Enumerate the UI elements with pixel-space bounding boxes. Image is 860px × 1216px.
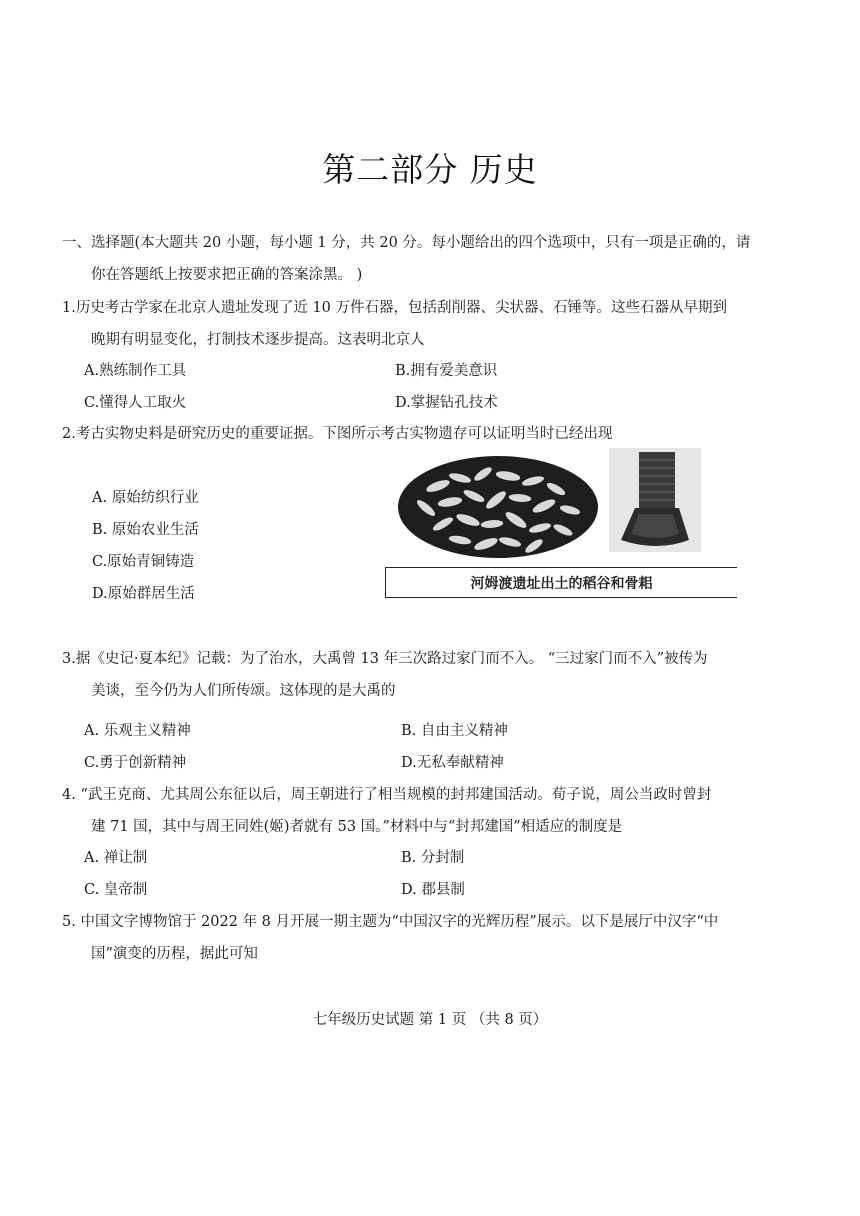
q1-option-c[interactable]: C.懂得人工取火 <box>84 395 187 411</box>
q2-stem: 2.考古实物史料是研究历史的重要证据。下图所示考古实物遗存可以证明当时已经出现 <box>62 426 613 442</box>
q3-option-d[interactable]: D.无私奉献精神 <box>401 755 504 771</box>
q4-stem-line-2: 建 71 国，其中与周王同姓(姬)者就有 53 国。”材料中与“封邦建国”相适应的制度是 <box>91 819 623 835</box>
image-caption: 河姆渡遗址出土的稻谷和骨耜 <box>385 567 737 598</box>
bone-spade-image <box>609 448 701 552</box>
q4-option-a[interactable]: A. 禅让制 <box>84 850 148 866</box>
q4-option-b[interactable]: B. 分封制 <box>401 850 465 866</box>
q2-option-d[interactable]: D.原始群居生活 <box>92 586 195 602</box>
rice-grains-image <box>398 456 598 558</box>
q1-option-a[interactable]: A.熟练制作工具 <box>84 363 187 379</box>
q5-stem-line-1: 5. 中国文字博物馆于 2022 年 8 月开展一期主题为“中国汉字的光辉历程”展示。以下是展厅中汉字“中 <box>62 914 719 930</box>
q3-stem-line-1: 3.据《史记·夏本纪》记载：为了治水，大禹曾 13 年三次路过家门而不入。 “三过家门而不入”被传为 <box>62 651 708 667</box>
q2-option-b[interactable]: B. 原始农业生活 <box>92 522 199 538</box>
q3-option-c[interactable]: C.勇于创新精神 <box>84 755 187 771</box>
q1-stem-line-2: 晚期有明显变化，打制技术逐步提高。这表明北京人 <box>91 332 425 348</box>
section-heading-line-2: 你在答题纸上按要求把正确的答案涂黑。 ) <box>91 267 363 283</box>
q1-stem-line-1: 1.历史考古学家在北京人遗址发现了近 10 万件石器，包括刮削器、尖状器、石锤等。这些石器从早期到 <box>62 300 727 316</box>
q5-stem-line-2: 国”演变的历程，据此可知 <box>91 946 258 962</box>
q4-option-c[interactable]: C. 皇帝制 <box>84 882 148 898</box>
q3-stem-line-2: 美谈，至今仍为人们所传颂。这体现的是大禹的 <box>91 683 396 699</box>
page-footer: 七年级历史试题 第 1 页 （共 8 页） <box>312 1012 548 1028</box>
q2-option-c[interactable]: C.原始青铜铸造 <box>92 554 195 570</box>
section-heading-line-1: 一、选择题(本大题共 20 小题，每小题 1 分，共 20 分。每小题给出的四个选项中，只有一项是正确的，请 <box>62 235 751 251</box>
q1-option-d[interactable]: D.掌握钻孔技术 <box>395 395 498 411</box>
page-title: 第二部分 历史 <box>322 150 538 189</box>
q4-stem-line-1: 4. “武王克商、尤其周公东征以后，周王朝进行了相当规模的封邦建国活动。荀子说，周公当政时曾封 <box>62 787 712 803</box>
q1-option-b[interactable]: B.拥有爱美意识 <box>395 363 498 379</box>
q3-option-b[interactable]: B. 自由主义精神 <box>401 723 508 739</box>
q3-option-a[interactable]: A. 乐观主义精神 <box>84 723 191 739</box>
q4-option-d[interactable]: D. 郡县制 <box>401 882 465 898</box>
q2-option-a[interactable]: A. 原始纺织行业 <box>92 490 199 506</box>
